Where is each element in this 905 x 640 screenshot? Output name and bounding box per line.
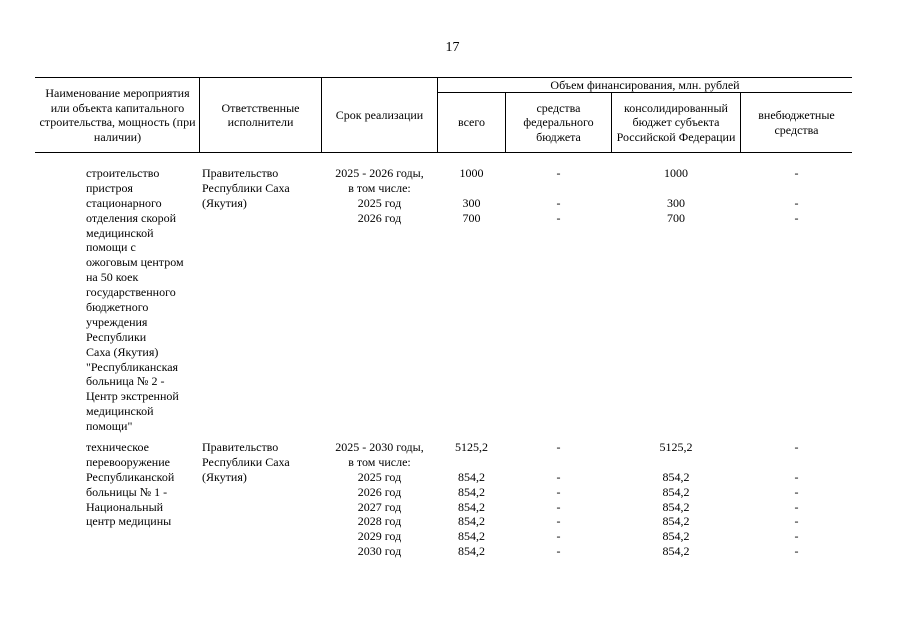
extrabudgetary-values: - - - - - - - <box>794 440 799 559</box>
executor: Правительство Республики Саха (Якутия) <box>202 440 290 484</box>
header-total: всего <box>457 115 486 130</box>
federal-values: - - - <box>556 166 561 225</box>
regional-values: 5125,2 854,2 854,2 854,2 854,2 854,2 854,2 <box>659 440 693 559</box>
extrabudgetary-values: - - - <box>794 166 799 225</box>
header-executors: Ответственные исполнители <box>221 100 300 129</box>
page-number: 17 <box>445 40 460 55</box>
header-regional-budget: консолидированный бюджет субъекта Российской Федерации <box>616 100 736 144</box>
header-federal-budget: средства федерального бюджета <box>523 100 594 144</box>
period: 2025 - 2030 годы, в том числе: 2025 год 2026 год 2027 год 2028 год 2029 год 2030 год <box>335 440 424 559</box>
event-name: техническое перевооружение Республиканской больницы № 1 - Национальный центр медицины <box>86 440 175 529</box>
header-period: Срок реализации <box>335 107 424 122</box>
federal-values: - - - - - - - <box>556 440 561 559</box>
event-name: строительство пристроя стационарного отделения скорой медицинской помощи с ожоговым центром на 50 коек государственного бюджетного учреждения Республики Саха (Якутия) "Республиканская больница № 2 - Центр экстренной медицинской помощи" <box>86 166 184 434</box>
total-values: 1000 300 700 <box>459 166 484 225</box>
total-values: 5125,2 854,2 854,2 854,2 854,2 854,2 854,2 <box>455 440 488 559</box>
executor: Правительство Республики Саха (Якутия) <box>202 166 290 210</box>
regional-values: 1000 300 700 <box>664 166 688 225</box>
period: 2025 - 2026 годы, в том числе: 2025 год 2026 год <box>335 166 424 225</box>
header-name-of-event: Наименование мероприятия или объекта капитального строительства, мощность (при наличии) <box>39 86 196 144</box>
header-financing-group: Объем финансирования, млн. рублей <box>550 77 740 92</box>
header-extrabudgetary: внебюджетные средства <box>758 108 835 137</box>
